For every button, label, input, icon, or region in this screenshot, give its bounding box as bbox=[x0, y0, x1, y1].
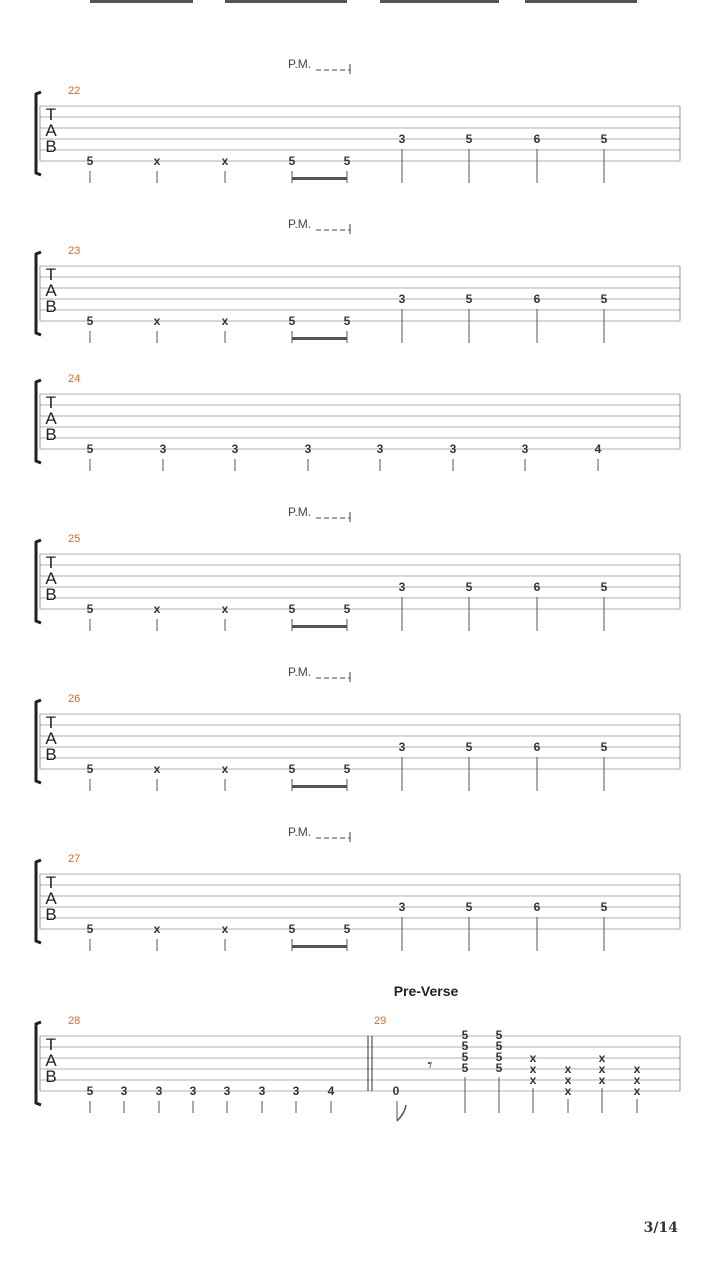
tab-muted-note: x bbox=[598, 1073, 606, 1087]
tab-fret-number: x bbox=[153, 602, 161, 616]
tab-fret-number: 5 bbox=[343, 602, 351, 616]
tab-fret-number: 5 bbox=[465, 900, 473, 914]
section-title: Pre-Verse bbox=[393, 983, 459, 999]
tab-fret-number: 5 bbox=[288, 602, 296, 616]
measure-number: 28 bbox=[68, 1015, 81, 1027]
tab-muted-note: x bbox=[633, 1062, 641, 1076]
tab-fret-number: 3 bbox=[159, 442, 167, 456]
tab-fret-number: x bbox=[153, 154, 161, 168]
tab-fret-number: 6 bbox=[533, 132, 541, 146]
tab-muted-note: x bbox=[564, 1073, 572, 1087]
tab-fret-number: 3 bbox=[120, 1084, 128, 1098]
beam bbox=[296, 0, 331, 3]
tab-clef-letter: B bbox=[45, 585, 57, 604]
tab-fret-number: 3 bbox=[155, 1084, 163, 1098]
tab-muted-note: x bbox=[633, 1073, 641, 1087]
beam bbox=[90, 0, 124, 3]
beam bbox=[402, 0, 469, 3]
tab-fret-number: 5 bbox=[600, 740, 608, 754]
tab-fret-number: 6 bbox=[533, 740, 541, 754]
tab-clef-letter: A bbox=[45, 409, 57, 428]
measure-number: 26 bbox=[68, 693, 81, 705]
tab-fret-number: 5 bbox=[461, 1050, 469, 1064]
tab-muted-note: x bbox=[564, 1062, 572, 1076]
tab-fret-number: 5 bbox=[495, 1028, 503, 1042]
tab-muted-note: x bbox=[529, 1062, 537, 1076]
tab-muted-note: x bbox=[598, 1062, 606, 1076]
tab-muted-note: x bbox=[598, 1051, 606, 1065]
tab-fret-number: 4 bbox=[327, 1084, 335, 1098]
tab-fret-number: 5 bbox=[86, 762, 94, 776]
tab-fret-number: x bbox=[221, 314, 229, 328]
tab-fret-number: 5 bbox=[495, 1039, 503, 1053]
tab-fret-number: 6 bbox=[533, 900, 541, 914]
tab-fret-number: 5 bbox=[465, 580, 473, 594]
tab-fret-number: 3 bbox=[398, 900, 406, 914]
tab-fret-number: 5 bbox=[86, 922, 94, 936]
tab-clef-letter: T bbox=[45, 873, 57, 892]
tab-fret-number: 5 bbox=[465, 740, 473, 754]
tab-fret-number: 6 bbox=[533, 580, 541, 594]
tab-clef-letter: A bbox=[45, 889, 57, 908]
tab-fret-number: 3 bbox=[292, 1084, 300, 1098]
beam bbox=[533, 0, 568, 3]
measure-number: 29 bbox=[374, 1015, 387, 1027]
palm-mute-label: P.M. bbox=[288, 57, 312, 71]
tab-fret-number: 5 bbox=[600, 900, 608, 914]
page-number: 3/14 bbox=[643, 1220, 678, 1236]
tab-system bbox=[36, 0, 680, 951]
tab-fret-number: 3 bbox=[449, 442, 457, 456]
tab-fret-number: x bbox=[153, 762, 161, 776]
tab-fret-number: 3 bbox=[223, 1084, 231, 1098]
tab-clef-letter: T bbox=[45, 265, 57, 284]
tab-fret-number: 5 bbox=[288, 922, 296, 936]
tab-fret-number: 6 bbox=[533, 292, 541, 306]
measure-number: 27 bbox=[68, 853, 81, 865]
tab-fret-number: 5 bbox=[600, 132, 608, 146]
tab-fret-number: 3 bbox=[189, 1084, 197, 1098]
tab-fret-number: x bbox=[221, 602, 229, 616]
eighth-rest: 𝄾 bbox=[427, 1055, 433, 1076]
tab-clef-letter: B bbox=[45, 745, 57, 764]
tab-fret-number: 3 bbox=[304, 442, 312, 456]
tab-clef-letter: T bbox=[45, 713, 57, 732]
tab-fret-number: 5 bbox=[495, 1061, 503, 1075]
tab-fret-number: 5 bbox=[600, 292, 608, 306]
tab-fret-number: 5 bbox=[461, 1028, 469, 1042]
beam-secondary bbox=[292, 337, 347, 340]
tab-fret-number: 5 bbox=[288, 762, 296, 776]
tab-fret-number: x bbox=[153, 922, 161, 936]
tab-fret-number: 5 bbox=[86, 602, 94, 616]
tab-clef-letter: A bbox=[45, 1051, 57, 1070]
measure-number: 24 bbox=[68, 373, 81, 385]
tab-fret-number: 3 bbox=[521, 442, 529, 456]
tab-clef-letter: B bbox=[45, 137, 57, 156]
tab-muted-note: x bbox=[529, 1051, 537, 1065]
palm-mute-label: P.M. bbox=[288, 505, 312, 519]
tab-fret-number: 5 bbox=[86, 154, 94, 168]
measure-number: 22 bbox=[68, 85, 81, 97]
tab-fret-number: 3 bbox=[398, 132, 406, 146]
tab-fret-number: 5 bbox=[288, 314, 296, 328]
tab-system bbox=[36, 0, 680, 631]
tab-fret-number: x bbox=[221, 154, 229, 168]
tab-clef-letter: T bbox=[45, 553, 57, 572]
tab-clef-letter: T bbox=[45, 393, 57, 412]
tab-fret-number: 0 bbox=[392, 1084, 400, 1098]
tab-fret-number: 3 bbox=[398, 580, 406, 594]
tab-fret-number: 5 bbox=[465, 292, 473, 306]
tab-clef-letter: A bbox=[45, 569, 57, 588]
tab-fret-number: 3 bbox=[398, 292, 406, 306]
tab-fret-number: 5 bbox=[465, 132, 473, 146]
tab-fret-number: 5 bbox=[600, 580, 608, 594]
beam bbox=[465, 0, 499, 3]
measure-number: 23 bbox=[68, 245, 81, 257]
tab-fret-number: 3 bbox=[258, 1084, 266, 1098]
tab-clef-letter: A bbox=[45, 729, 57, 748]
tab-fret-number: 5 bbox=[343, 922, 351, 936]
beam-secondary bbox=[292, 785, 347, 788]
beam-secondary bbox=[292, 945, 347, 948]
tab-clef-letter: B bbox=[45, 905, 57, 924]
tab-fret-number: x bbox=[153, 314, 161, 328]
tab-clef-letter: T bbox=[45, 1035, 57, 1054]
beam-secondary bbox=[292, 177, 347, 180]
tab-fret-number: 5 bbox=[461, 1039, 469, 1053]
tab-fret-number: 5 bbox=[461, 1061, 469, 1075]
beam-secondary bbox=[292, 625, 347, 628]
tab-fret-number: 4 bbox=[594, 442, 602, 456]
beam bbox=[602, 0, 637, 3]
measure-number: 25 bbox=[68, 533, 81, 545]
tab-fret-number: 5 bbox=[86, 314, 94, 328]
tab-fret-number: 5 bbox=[343, 314, 351, 328]
tab-fret-number: 5 bbox=[343, 154, 351, 168]
tab-clef-letter: A bbox=[45, 121, 57, 140]
palm-mute-label: P.M. bbox=[288, 217, 312, 231]
beam bbox=[227, 0, 262, 3]
tab-fret-number: 3 bbox=[398, 740, 406, 754]
tab-clef-letter: B bbox=[45, 1067, 57, 1086]
tab-muted-note: x bbox=[633, 1084, 641, 1098]
tab-system bbox=[36, 0, 680, 1121]
tab-fret-number: x bbox=[221, 762, 229, 776]
tab-muted-note: x bbox=[564, 1084, 572, 1098]
tab-fret-number: 5 bbox=[288, 154, 296, 168]
tab-clef-letter: B bbox=[45, 297, 57, 316]
beam bbox=[159, 0, 193, 3]
tab-fret-number: 5 bbox=[495, 1050, 503, 1064]
tab-clef-letter: T bbox=[45, 105, 57, 124]
palm-mute-label: P.M. bbox=[288, 665, 312, 679]
tab-fret-number: 5 bbox=[86, 442, 94, 456]
tab-system bbox=[36, 0, 680, 183]
tab-fret-number: 5 bbox=[343, 762, 351, 776]
tab-muted-note: x bbox=[529, 1073, 537, 1087]
palm-mute-label: P.M. bbox=[288, 825, 312, 839]
note-flag bbox=[397, 1105, 406, 1121]
tab-system bbox=[36, 0, 680, 791]
tab-fret-number: x bbox=[221, 922, 229, 936]
tab-system bbox=[36, 0, 680, 471]
tab-clef-letter: A bbox=[45, 281, 57, 300]
tab-fret-number: 3 bbox=[231, 442, 239, 456]
tab-system bbox=[36, 0, 680, 343]
tab-fret-number: 5 bbox=[86, 1084, 94, 1098]
tab-fret-number: 3 bbox=[376, 442, 384, 456]
tab-clef-letter: B bbox=[45, 425, 57, 444]
